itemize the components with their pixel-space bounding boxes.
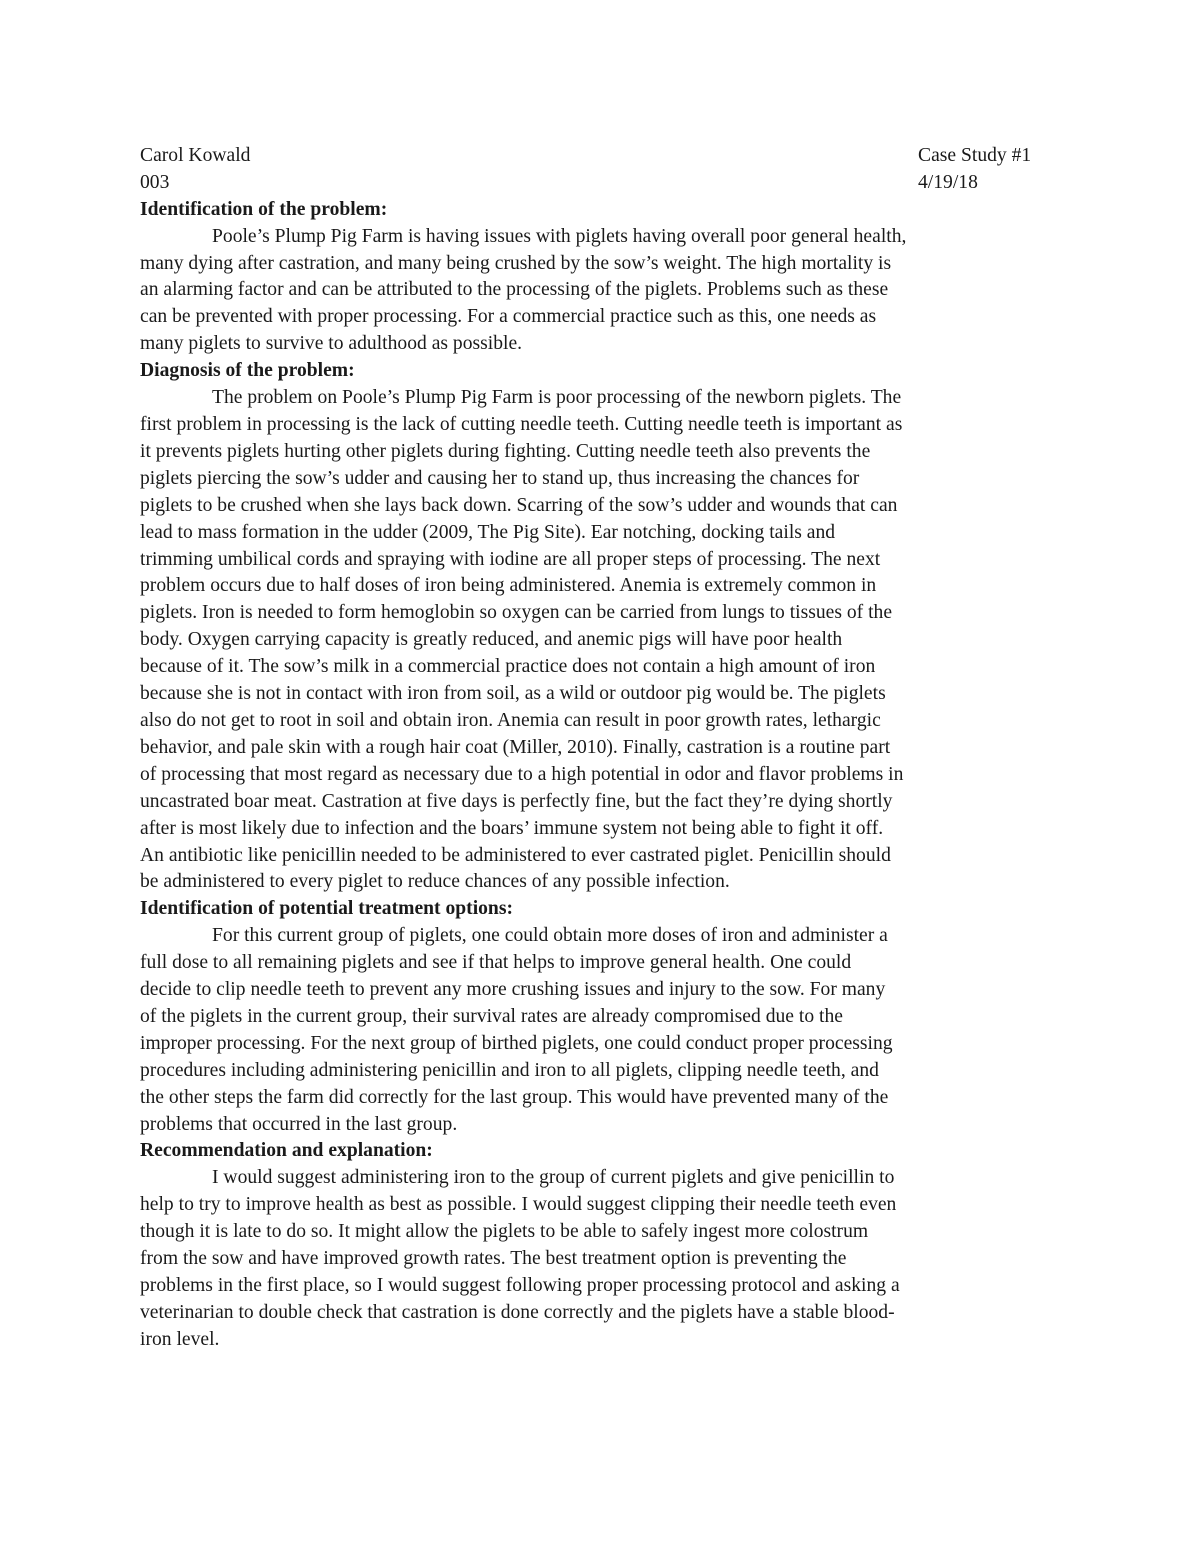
author-name: Carol Kowald <box>140 145 251 166</box>
case-study-title: Case Study #1 <box>918 145 1032 166</box>
paragraph-line: decide to clip needle teeth to prevent any more crushing issues and injury to the sow. For many <box>140 979 886 1001</box>
paragraph-line: The problem on Poole’s Plump Pig Farm is poor processing of the newborn piglets. The <box>212 387 902 409</box>
section-heading: Identification of the problem: <box>140 198 388 220</box>
header-row-2 <box>140 170 1060 197</box>
header-row-1 <box>140 143 1060 170</box>
paragraph-line: it prevents piglets hurting other piglets during fighting. Cutting needle teeth also prevents the <box>140 440 871 462</box>
section-heading: Diagnosis of the problem: <box>140 360 355 382</box>
paragraph-line: because she is not in contact with iron from soil, as a wild or outdoor pig would be. The piglets <box>140 683 886 705</box>
paragraph-line: veterinarian to double check that castration is done correctly and the piglets have a stable blood- <box>140 1301 895 1323</box>
paragraph-line: can be prevented with proper processing. For a commercial practice such as this, one needs as <box>140 306 877 328</box>
sections-container <box>140 197 1060 1354</box>
paragraph-line: from the sow and have improved growth rates. The best treatment option is preventing the <box>140 1248 847 1270</box>
paragraph-line: be administered to every piglet to reduce chances of any possible infection. <box>140 871 730 893</box>
paragraph-line: because of it. The sow’s milk in a commercial practice does not contain a high amount of iron <box>140 656 876 678</box>
paragraph-line: full dose to all remaining piglets and see if that helps to improve general health. One could <box>140 952 852 974</box>
paragraph-line: after is most likely due to infection and the boars’ immune system not being able to fight it off. <box>140 817 884 839</box>
paragraph-line: the other steps the farm did correctly for the last group. This would have prevented many of the <box>140 1086 889 1108</box>
section-paragraph <box>140 923 1060 1138</box>
section-paragraph <box>140 224 1060 359</box>
section-heading: Recommendation and explanation: <box>140 1140 433 1162</box>
paragraph-line: though it is late to do so. It might allow the piglets to be able to safely ingest more colostrum <box>140 1221 869 1243</box>
paragraph-line: improper processing. For the next group of birthed piglets, one could conduct proper processing <box>140 1032 893 1054</box>
paragraph-line: an alarming factor and can be attributed to the processing of the piglets. Problems such as these <box>140 279 889 301</box>
paragraph-line: problem occurs due to half doses of iron being administered. Anemia is extremely common in <box>140 575 877 597</box>
paragraph-line: problems that occurred in the last group. <box>140 1113 458 1135</box>
paragraph-line: of processing that most regard as necessary due to a high potential in odor and flavor problems in <box>140 763 904 785</box>
paragraph-line: many dying after castration, and many being crushed by the sow’s weight. The high mortality is <box>140 252 892 274</box>
paragraph-line: I would suggest administering iron to the group of current piglets and give penicillin to <box>212 1167 895 1189</box>
paragraph-line: trimming umbilical cords and spraying with iodine are all proper steps of processing. The next <box>140 548 881 570</box>
section-number: 003 <box>140 171 170 193</box>
paragraph-line: also do not get to root in soil and obtain iron. Anemia can result in poor growth rates, lethargic <box>140 709 881 731</box>
document-date: 4/19/18 <box>918 171 978 193</box>
paragraph-line: help to try to improve health as best as possible. I would suggest clipping their needle teeth even <box>140 1194 897 1216</box>
paragraph-line: piglets. Iron is needed to form hemoglobin so oxygen can be carried from lungs to tissues of the <box>140 602 893 624</box>
paragraph-line: body. Oxygen carrying capacity is greatly reduced, and anemic pigs will have poor health <box>140 629 843 651</box>
paragraph-line: piglets piercing the sow’s udder and causing her to stand up, thus increasing the chances for <box>140 467 860 489</box>
paragraph-line: behavior, and pale skin with a rough hair coat (Miller, 2010). Finally, castration is a routine part <box>140 736 891 758</box>
paragraph-line: many piglets to survive to adulthood as possible. <box>140 333 523 355</box>
paragraph-line: piglets to be crushed when she lays back down. Scarring of the sow’s udder and wounds that can <box>140 494 898 516</box>
paragraph-line: iron level. <box>140 1328 220 1350</box>
paragraph-line: uncastrated boar meat. Castration at five days is perfectly fine, but the fact they’re dying shortly <box>140 790 893 812</box>
section-paragraph <box>140 1165 1060 1353</box>
paragraph-line: problems in the first place, so I would suggest following proper processing protocol and asking a <box>140 1274 900 1296</box>
document-body <box>140 143 1060 1354</box>
section-heading: Identification of potential treatment options: <box>140 898 513 920</box>
paragraph-line: of the piglets in the current group, their survival rates are already compromised due to the <box>140 1005 843 1027</box>
paragraph-line: Poole’s Plump Pig Farm is having issues with piglets having overall poor general health, <box>212 225 907 247</box>
paragraph-line: lead to mass formation in the udder (2009, The Pig Site). Ear notching, docking tails and <box>140 521 836 543</box>
paragraph-line: procedures including administering penicillin and iron to all piglets, clipping needle teeth, and <box>140 1059 879 1081</box>
section-paragraph <box>140 385 1060 896</box>
paragraph-line: An antibiotic like penicillin needed to be administered to ever castrated piglet. Penicillin should <box>140 844 891 866</box>
paragraph-line: For this current group of piglets, one could obtain more doses of iron and administer a <box>212 925 888 947</box>
paragraph-line: first problem in processing is the lack of cutting needle teeth. Cutting needle teeth is important as <box>140 414 903 435</box>
